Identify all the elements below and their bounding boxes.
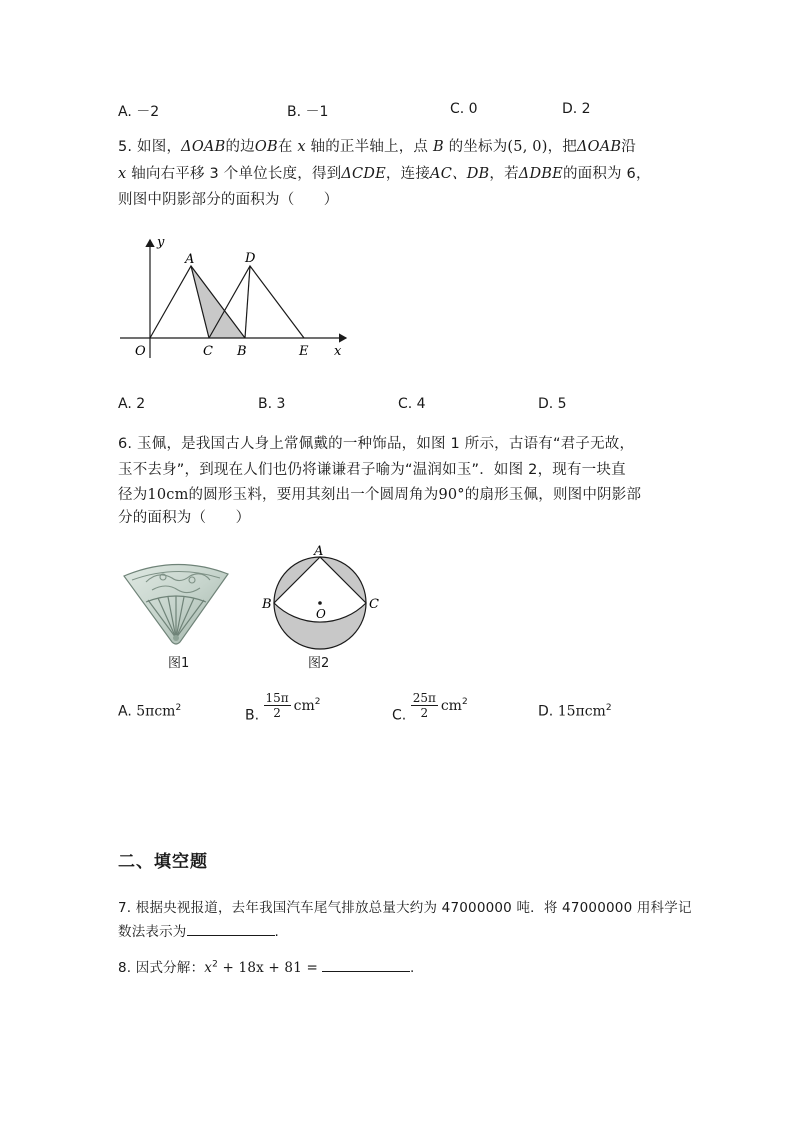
q5-label-o: O <box>135 344 146 359</box>
q6-text: 的圆形玉料，要用其刻出一个圆周角为 <box>188 487 439 503</box>
q6-option-b-fraction <box>264 692 291 719</box>
q6-label-b: B <box>262 597 272 612</box>
q6-label-c: C <box>369 597 379 612</box>
q7-line-1: 7. 根据央视报道，去年我国汽车尾气排放总量大约为 47000000 吨．将 47000000 用科学记 <box>118 900 692 916</box>
q6-option-d <box>538 703 612 720</box>
q6-option-d-value: 15πcm <box>557 703 606 720</box>
q6-diameter: 10cm <box>147 487 189 503</box>
q8-var-x: x <box>204 960 213 976</box>
q8-answer-blank[interactable] <box>322 957 410 972</box>
q6-option-c <box>392 692 468 724</box>
q5-text: 5. 如图， <box>118 139 182 155</box>
q6-angle: 90° <box>438 487 465 503</box>
q5-triangle-oab: ΔOAB <box>181 139 226 155</box>
q5-line-3: 则图中阴影部分的面积为（ ） <box>118 192 339 208</box>
q8-period: . <box>410 960 415 976</box>
q6-jade-pendant-image <box>118 560 236 650</box>
q5-point-b: B <box>432 139 444 155</box>
q5-label-x: x <box>334 344 342 359</box>
q5-text: ，若 <box>489 166 519 182</box>
q5-text: ，把 <box>547 139 577 155</box>
q5-option-c: C. 4 <box>398 396 426 412</box>
q7-period: . <box>274 924 279 940</box>
q5-triangle-cde: ΔCDE <box>341 166 386 182</box>
q5-option-b: B. 3 <box>258 396 286 412</box>
q6-label-a: A <box>314 544 324 559</box>
q6-option-c-fraction <box>411 692 438 719</box>
q5-triangle-oab-2: ΔOAB <box>577 139 622 155</box>
q5-coordinate: (5, 0) <box>507 139 548 155</box>
q7-line-2 <box>118 920 279 940</box>
q4-option-b: B. －1 <box>287 104 329 120</box>
q6-option-b-num: 15π <box>265 691 289 705</box>
q5-segment-ob: OB <box>254 139 278 155</box>
q4-option-d: D. 2 <box>562 101 591 117</box>
q6-option-a <box>118 703 181 720</box>
q6-option-d-prefix: D. <box>538 703 558 720</box>
q5-text: ，连接 <box>385 166 431 182</box>
q5-var-x: x <box>297 139 306 155</box>
q6-option-c-unit: cm <box>440 697 462 714</box>
q6-text: 的扇形玉佩，则图中阴影部 <box>464 487 642 503</box>
q5-option-a: A. 2 <box>118 396 146 412</box>
q6-text: 径为 <box>118 487 148 503</box>
q5-line-1 <box>118 135 636 156</box>
q6-option-c-den: 2 <box>420 706 429 720</box>
q5-text: 轴的正半轴上，点 <box>305 139 433 155</box>
q5-var-x: x <box>118 166 127 182</box>
q6-option-b-prefix: B. <box>245 707 264 724</box>
q5-segments: AC、DB <box>430 166 490 182</box>
q8-expression: + 18x + 81 = <box>218 960 319 976</box>
q6-sector-figure <box>258 540 383 652</box>
q5-coordinate-figure <box>110 228 360 364</box>
q6-line-4: 分的面积为（ ） <box>118 510 251 526</box>
q5-text: 的坐标为 <box>443 139 508 155</box>
q6-line-2: 玉不去身”，到现在人们也仍将谦谦君子喻为“温润如玉”．如图 2，现有一块直 <box>118 462 626 478</box>
q6-option-a-prefix: A. <box>118 703 137 720</box>
q8-text: 8. 因式分解： <box>118 960 205 976</box>
q6-center-dot <box>318 601 322 605</box>
q6-fig2-caption: 图2 <box>308 656 330 671</box>
q4-option-a: A. －2 <box>118 104 160 120</box>
q6-option-a-value: 5πcm <box>136 703 176 720</box>
q5-line-2 <box>118 162 651 183</box>
q5-label-d: D <box>245 251 256 266</box>
q7-answer-blank[interactable] <box>187 921 275 936</box>
q6-option-c-num: 25π <box>412 691 436 705</box>
section-title-fill-in: 二、填空题 <box>118 852 208 872</box>
q5-text: 的面积为 6， <box>562 166 651 182</box>
q5-option-d: D. 5 <box>538 396 567 412</box>
q5-text: 在 <box>277 139 298 155</box>
q4-option-c: C. 0 <box>450 101 478 117</box>
q6-option-a-sup: 2 <box>175 703 182 713</box>
q6-line-3 <box>118 483 641 504</box>
q5-text: 轴向右平移 3 个单位长度，得到 <box>126 166 342 182</box>
q5-label-e: E <box>299 344 309 359</box>
q6-option-c-prefix: C. <box>392 707 411 724</box>
q5-label-y: y <box>157 235 165 250</box>
q8-exponent: 2 <box>212 959 219 970</box>
q6-line-1: 6. 玉佩，是我国古人身上常佩戴的一种饰品，如图 1 所示，古语有“君子无故， <box>118 436 635 452</box>
q6-option-d-sup: 2 <box>605 703 612 713</box>
q5-label-c: C <box>203 344 213 359</box>
q5-label-a: A <box>185 252 195 267</box>
q5-triangle-dbe: ΔDBE <box>518 166 563 182</box>
q6-option-b <box>245 692 321 724</box>
q6-option-b-unit: cm <box>293 697 315 714</box>
q6-option-c-sup: 2 <box>461 696 468 707</box>
q8-line <box>118 956 415 976</box>
q5-label-b: B <box>237 344 247 359</box>
q5-text: 沿 <box>621 139 636 155</box>
q6-option-b-sup: 2 <box>314 696 321 707</box>
q6-option-b-den: 2 <box>273 706 281 720</box>
q6-label-o: O <box>316 607 326 621</box>
q5-text: 的边 <box>225 139 255 155</box>
q5-segment-db <box>245 266 250 338</box>
q7-text: 数法表示为 <box>118 924 187 940</box>
q6-fig1-caption: 图1 <box>168 656 190 671</box>
